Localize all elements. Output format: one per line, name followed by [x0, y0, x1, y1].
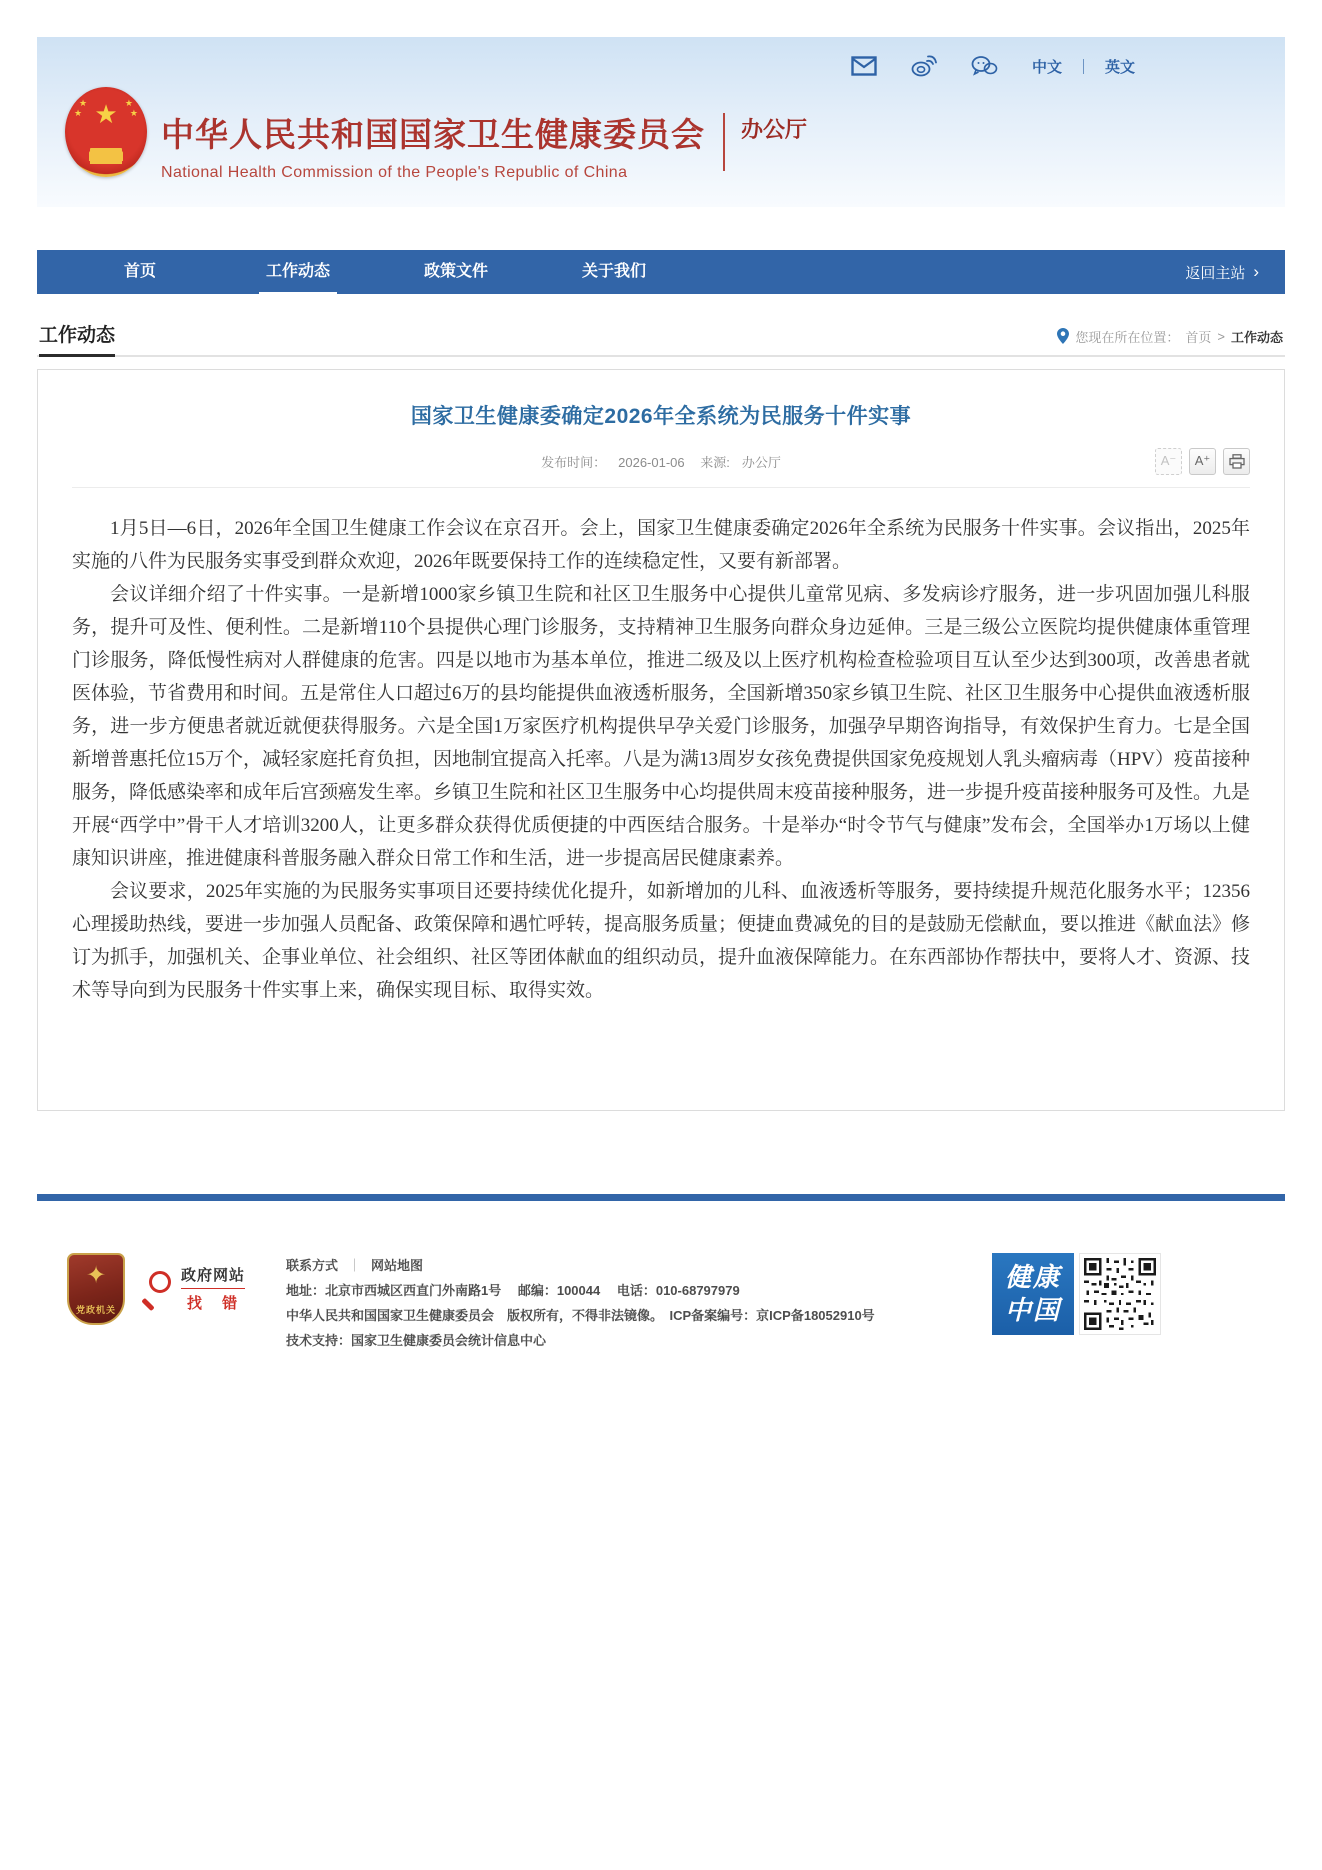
- breadcrumb-separator: >: [1217, 328, 1225, 344]
- section-heading: 工作动态: [39, 320, 115, 357]
- chevron-right-icon: ›: [1253, 262, 1259, 281]
- site-footer: [37, 1253, 1285, 1353]
- footer-address-line: 地址：北京市西城区西直门外南路1号 邮编：100044 电话：010-68797979: [286, 1282, 740, 1298]
- site-title-block: [161, 87, 705, 182]
- article-paragraph: 1月5日—6日，2026年全国卫生健康工作会议在京召开。会上，国家卫生健康委确定2026年全系统为民服务十件实事。会议指出，2025年实施的八件为民服务实事受到群众欢迎，2026年既要保持工作的连续稳定性，又要有新部署。: [72, 517, 1250, 572]
- footer-copyright-line: 中华人民共和国国家卫生健康委员会 版权所有，不得非法镜像。 ICP备案编号：京ICP备18052910号: [286, 1307, 875, 1323]
- party-gov-badge[interactable]: ✦ 党政机关: [67, 1253, 125, 1325]
- footer-support-line: 技术支持：国家卫生健康委员会统计信息中心: [286, 1332, 547, 1348]
- nav-item-work-news[interactable]: 工作动态: [219, 250, 377, 294]
- footer-separator-bar: [37, 1194, 1285, 1201]
- magnifier-icon: [139, 1267, 173, 1311]
- article-paragraph: 会议要求，2025年实施的为民服务实事项目还要持续优化提升，如新增加的儿科、血液透析等服务，要持续提升规范化服务水平；12356心理援助热线，要进一步加强人员配备、政策保障和遇忙呼转，提高服务质量；便捷血费减免的目的是鼓励无偿献血，要以推进《献血法》修订为抓手，加强机关、企事业单位、社会组织、社区等团体献血的组织动员，提升血液保障能力。在东西部协作帮扶中，要将人才、资源、技术等导向到为民服务十件实事上来，确保实现目标、取得实效。: [72, 880, 1251, 1001]
- breadcrumb: [1057, 327, 1283, 355]
- source-value: 办公厅: [741, 454, 781, 470]
- site-title-en: National Health Commission of the People's Republic of China: [161, 164, 628, 181]
- header-divider: [723, 113, 725, 171]
- gov-site-find-error-badge[interactable]: [137, 1260, 247, 1317]
- department-label: 办公厅: [741, 117, 808, 142]
- breadcrumb-current: 工作动态: [1230, 329, 1283, 345]
- source-label: 来源:: [700, 454, 730, 470]
- location-pin-icon: [1057, 328, 1069, 344]
- contact-link[interactable]: 联系方式: [286, 1257, 339, 1273]
- top-utility-bar: [37, 37, 1285, 81]
- article-toolbar: [1155, 448, 1250, 475]
- breadcrumb-home-link[interactable]: 首页: [1185, 329, 1212, 345]
- site-title-cn: 中华人民共和国国家卫生健康委员会: [161, 118, 705, 154]
- badge-ornament-icon: ✦: [85, 1261, 107, 1289]
- font-decrease-button[interactable]: A⁻: [1155, 448, 1182, 475]
- mail-icon[interactable]: [851, 56, 877, 76]
- weibo-icon[interactable]: [911, 55, 937, 77]
- nav-item-home[interactable]: 首页: [123, 263, 156, 280]
- find-error-label: 找 错: [187, 1295, 246, 1312]
- publish-time-label: 发布时间：: [541, 454, 607, 470]
- article-paragraph: 会议详细介绍了十件实事。一是新增1000家乡镇卫生院和社区卫生服务中心提供儿童常见病、多发病诊疗服务，进一步巩固加强儿科服务，提升可及性、便利性。二是新增110个县提供心理门诊服务，支持精神卫生服务向群众身边延伸。三是三级公立医院均提供健康体重管理门诊服务，降低慢性病对人群健康的危害。四是以地市为基本单位，推进二级及以上医疗机构检查检验项目互认至少达到300项，改善患者就医体验，节省费用和时间。五是常住人口超过6万的县均能提供血液透析服务，全国新增350家乡镇卫生院、社区卫生服务中心提供血液透析服务，进一步方便患者就近就便获得服务。六是全国1万家医疗机构提供早孕关爱门诊服务，加强孕早期咨询指导，有效保护生育力。七是全国新增普惠托位15万个，减轻家庭托育负担，因地制宜提高入托率。八是为满13周岁女孩免费提供国家免疫规划人乳头瘤病毒（HPV）疫苗接种服务，降低感染率和成年后宫颈癌发生率。乡镇卫生院和社区卫生服务中心均提供周末疫苗接种服务，进一步提升疫苗接种服务可及性。九是开展“西学中”骨干人才培训3200人，让更多群众获得优质便捷的中西医结合服务。十是举办“时令节气与健康”发布会，全国举办1万场以上健康知识讲座，推进健康科普服务融入群众日常工作和生活，进一步提高居民健康素养。: [72, 583, 1251, 869]
- print-button[interactable]: [1223, 448, 1250, 475]
- page-container: [37, 37, 1285, 1353]
- lang-chinese-link[interactable]: 中文: [1031, 58, 1062, 76]
- printer-icon: [1229, 454, 1245, 469]
- publish-date: 2026-01-06: [618, 454, 685, 470]
- healthy-china-logo: 健康 中国: [992, 1253, 1074, 1335]
- nav-item-policy-documents[interactable]: 政策文件: [423, 263, 488, 280]
- footer-badges: [67, 1253, 272, 1325]
- section-header-row: [37, 320, 1285, 357]
- main-nav: [37, 250, 1285, 294]
- footer-info: [286, 1253, 992, 1353]
- gov-site-label: 政府网站: [181, 1264, 245, 1289]
- site-header: [37, 37, 1285, 207]
- article-title: 国家卫生健康委确定2026年全系统为民服务十件实事: [410, 404, 912, 428]
- breadcrumb-prefix: 您现在所在位置：: [1075, 329, 1180, 345]
- font-increase-button[interactable]: A⁺: [1189, 448, 1216, 475]
- article-meta-row: [72, 452, 1250, 488]
- lang-divider: ｜: [1075, 58, 1091, 76]
- logo-row: [37, 87, 1285, 182]
- sitemap-link[interactable]: 网站地图: [371, 1257, 424, 1273]
- footer-right-logos: [992, 1253, 1161, 1335]
- article-body: [72, 512, 1250, 1007]
- article-card: [37, 369, 1285, 1111]
- lang-english-link[interactable]: 英文: [1104, 58, 1135, 76]
- nav-item-about-us[interactable]: 关于我们: [581, 263, 646, 280]
- footer-links-row: [286, 1253, 992, 1278]
- national-emblem-logo: ★ ★ ★ ★ ★: [65, 87, 147, 177]
- wechat-icon[interactable]: [971, 55, 998, 77]
- qr-code: [1079, 1253, 1161, 1335]
- footer-link-divider: ｜: [348, 1257, 362, 1273]
- back-to-main-site-link[interactable]: 返回主站 ›: [1185, 262, 1259, 282]
- language-switcher: [1032, 56, 1135, 77]
